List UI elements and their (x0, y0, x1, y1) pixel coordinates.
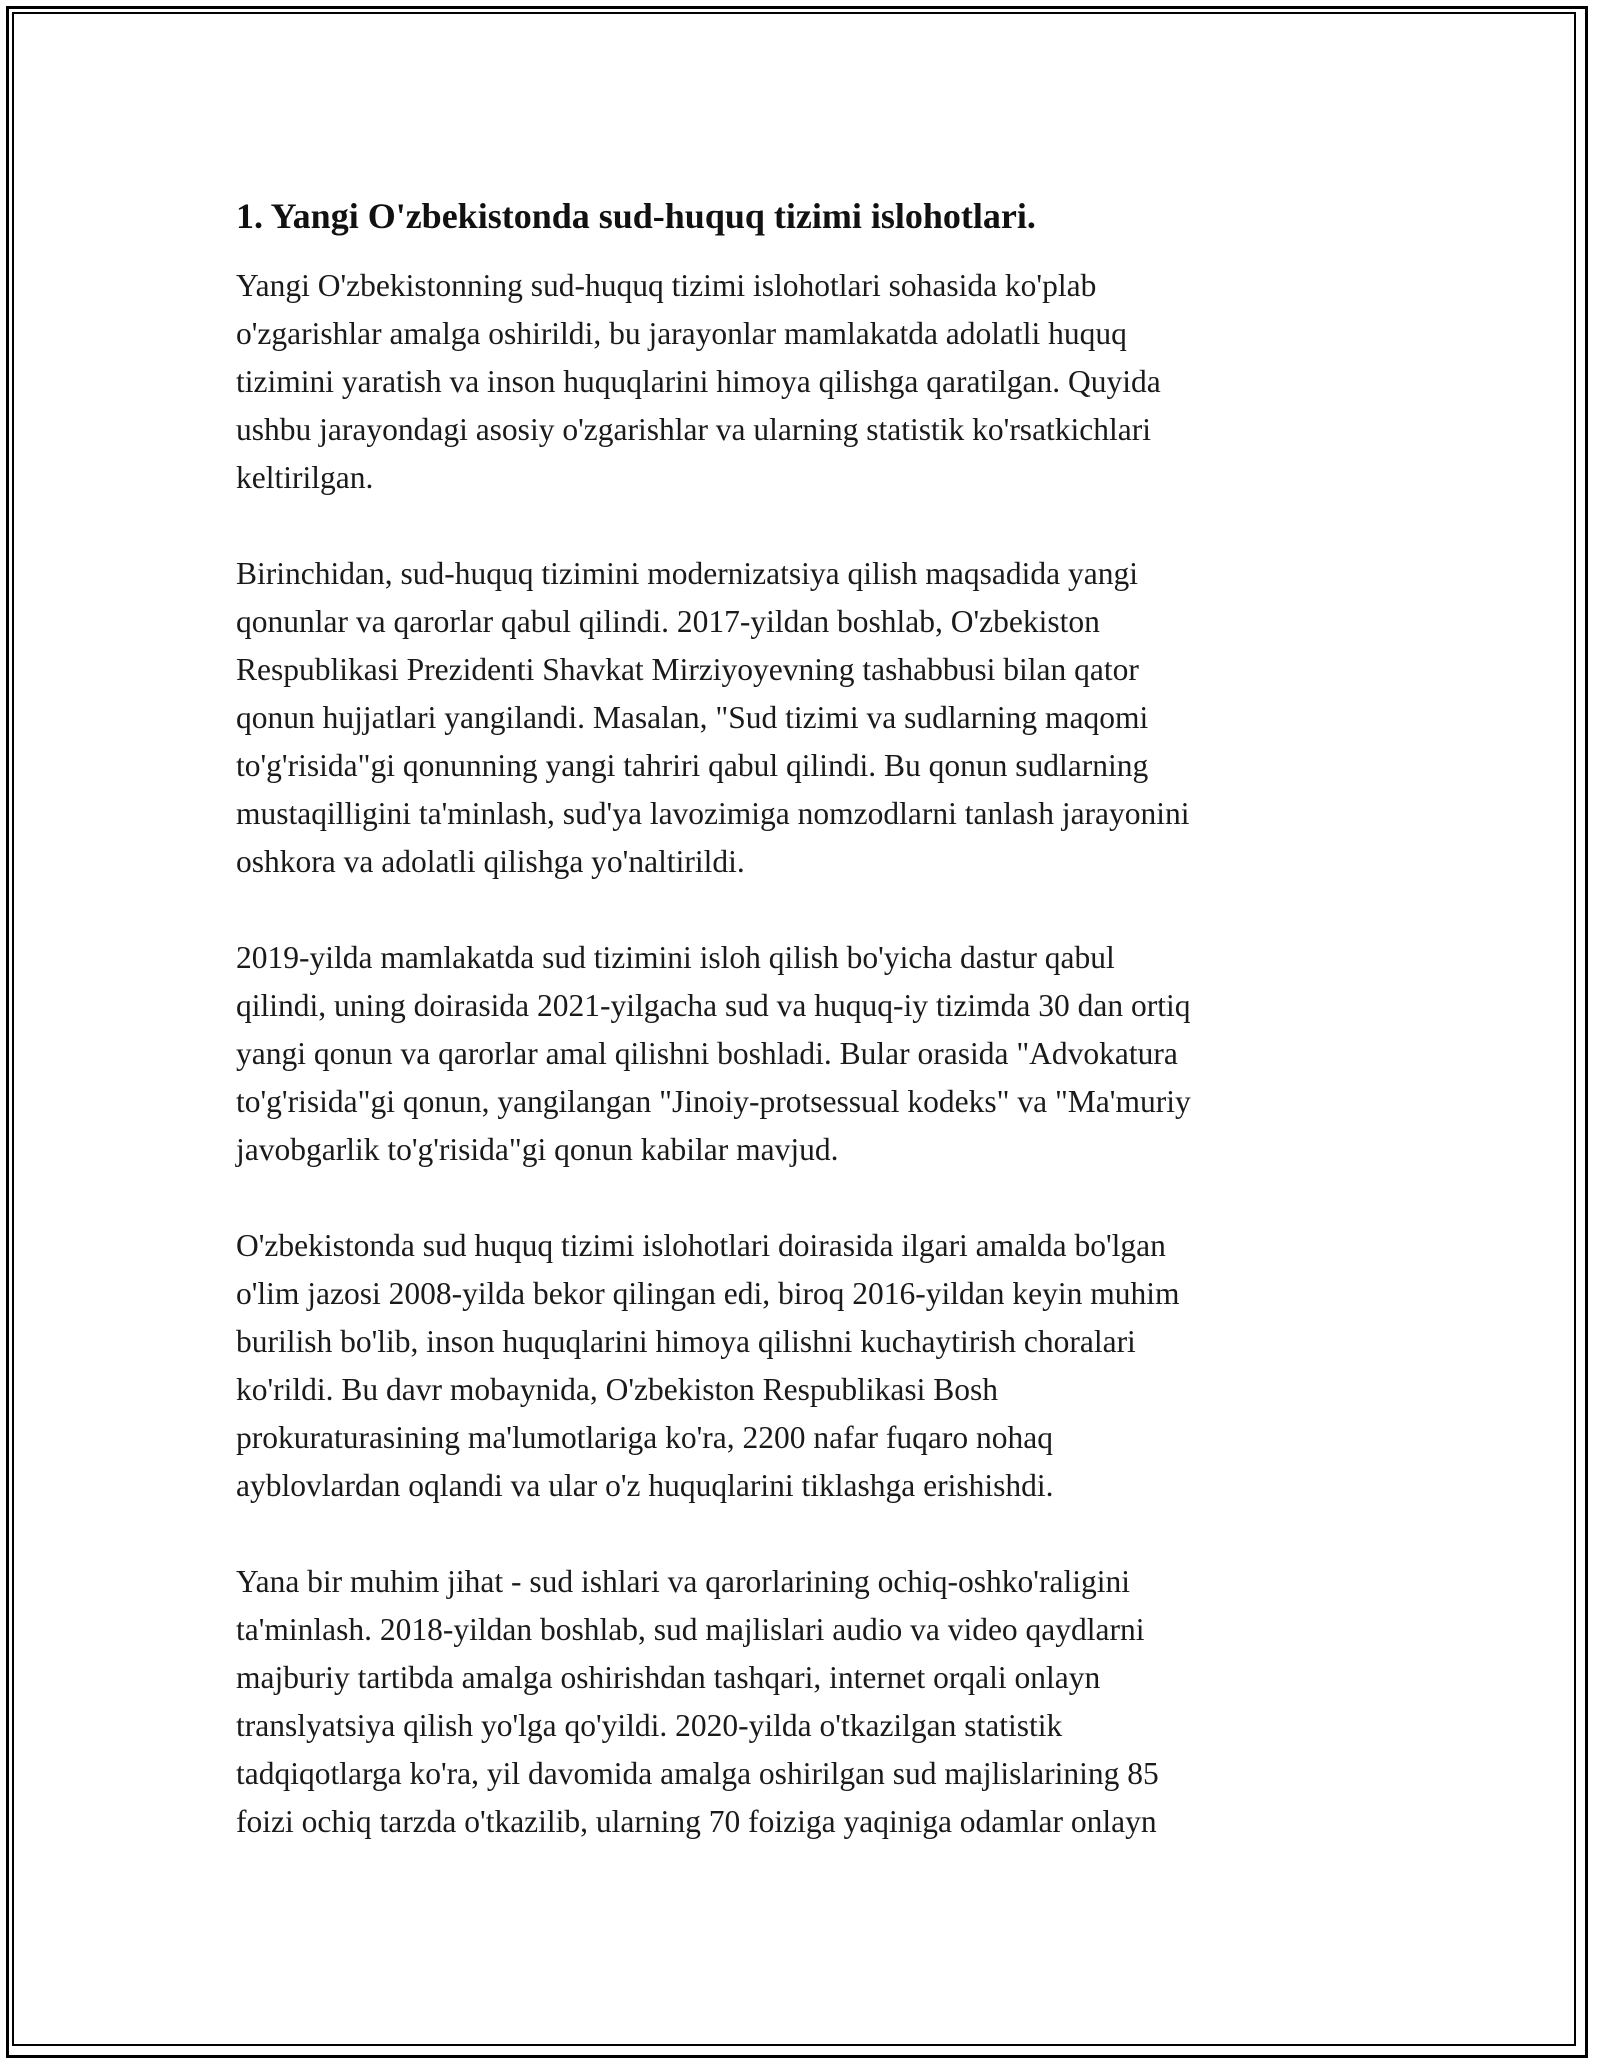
paragraph-line: O'zbekistonda sud huquq tizimi islohotlari doirasida ilgari amalda bo'lgan (236, 1228, 1166, 1263)
paragraph-line: Respublikasi Prezidenti Shavkat Mirziyoyevning tashabbusi bilan qator (236, 652, 1139, 687)
paragraph-line: majburiy tartibda amalga oshirishdan tashqari, internet orqali onlayn (236, 1660, 1101, 1695)
paragraph-4 (236, 1222, 1356, 1510)
paragraph-line: foizi ochiq tarzda o'tkazilib, ularning 70 foiziga yaqiniga odamlar onlayn (236, 1804, 1157, 1839)
document-title: 1. Yangi O'zbekistonda sud-huquq tizimi islohotlari. (236, 196, 1036, 236)
paragraph-line: ushbu jarayondagi asosiy o'zgarishlar va ularning statistik ko'rsatkichlari (236, 412, 1152, 447)
paragraph-line: javobgarlik to'g'risida"gi qonun kabilar mavjud. (236, 1132, 839, 1167)
paragraph-1 (236, 262, 1356, 502)
paragraph-2 (236, 550, 1356, 886)
paragraph-line: qonun hujjatlari yangilandi. Masalan, "Sud tizimi va sudlarning maqomi (236, 700, 1149, 735)
paragraph-line: tizimini yaratish va inson huquqlarini himoya qilishga qaratilgan. Quyida (236, 364, 1161, 399)
document-body (236, 188, 1356, 1894)
paragraph-line: yangi qonun va qarorlar amal qilishni boshladi. Bular orasida "Advokatura (236, 1036, 1178, 1071)
paragraph-line: mustaqilligini ta'minlash, sud'ya lavozimiga nomzodlarni tanlash jarayonini (236, 796, 1190, 831)
paragraph-line: o'lim jazosi 2008-yilda bekor qilingan edi, biroq 2016-yildan keyin muhim (236, 1276, 1180, 1311)
paragraph-line: to'g'risida"gi qonun, yangilangan "Jinoiy-protsessual kodeks" va "Ma'muriy (236, 1084, 1191, 1119)
paragraph-line: prokuraturasining ma'lumotlariga ko'ra, 2200 nafar fuqaro nohaq (236, 1420, 1053, 1455)
paragraph-line: translyatsiya qilish yo'lga qo'yildi. 2020-yilda o'tkazilgan statistik (236, 1708, 1063, 1743)
paragraph-line: ta'minlash. 2018-yildan boshlab, sud majlislari audio va video qaydlarni (236, 1612, 1145, 1647)
paragraph-line: Yangi O'zbekistonning sud-huquq tizimi islohotlari sohasida ko'plab (236, 268, 1097, 303)
paragraph-line: 2019-yilda mamlakatda sud tizimini isloh qilish bo'yicha dastur qabul (236, 940, 1115, 975)
paragraph-3 (236, 934, 1356, 1174)
paragraph-line: qonunlar va qarorlar qabul qilindi. 2017-yildan boshlab, O'zbekiston (236, 604, 1100, 639)
paragraph-line: Yana bir muhim jihat - sud ishlari va qarorlarining ochiq-oshko'raligini (236, 1564, 1130, 1599)
paragraph-line: burilish bo'lib, inson huquqlarini himoya qilishni kuchaytirish choralari (236, 1324, 1136, 1359)
paragraph-line: oshkora va adolatli qilishga yo'naltirildi. (236, 844, 745, 879)
paragraph-line: o'zgarishlar amalga oshirildi, bu jarayonlar mamlakatda adolatli huquq (236, 316, 1127, 351)
paragraph-line: tadqiqotlarga ko'ra, yil davomida amalga oshirilgan sud majlislarining 85 (236, 1756, 1159, 1791)
paragraph-5 (236, 1558, 1356, 1846)
paragraph-line: to'g'risida"gi qonunning yangi tahriri qabul qilindi. Bu qonun sudlarning (236, 748, 1149, 783)
paragraph-line: keltirilgan. (236, 460, 374, 495)
paragraph-line: ko'rildi. Bu davr mobaynida, O'zbekiston Respublikasi Bosh (236, 1372, 999, 1407)
paragraph-line: ayblovlardan oqlandi va ular o'z huquqlarini tiklashga erishishdi. (236, 1468, 1054, 1503)
paragraph-line: Birinchidan, sud-huquq tizimini modernizatsiya qilish maqsadida yangi (236, 556, 1138, 591)
paragraph-line: qilindi, uning doirasida 2021-yilgacha sud va huquq-iy tizimda 30 dan ortiq (236, 988, 1191, 1023)
